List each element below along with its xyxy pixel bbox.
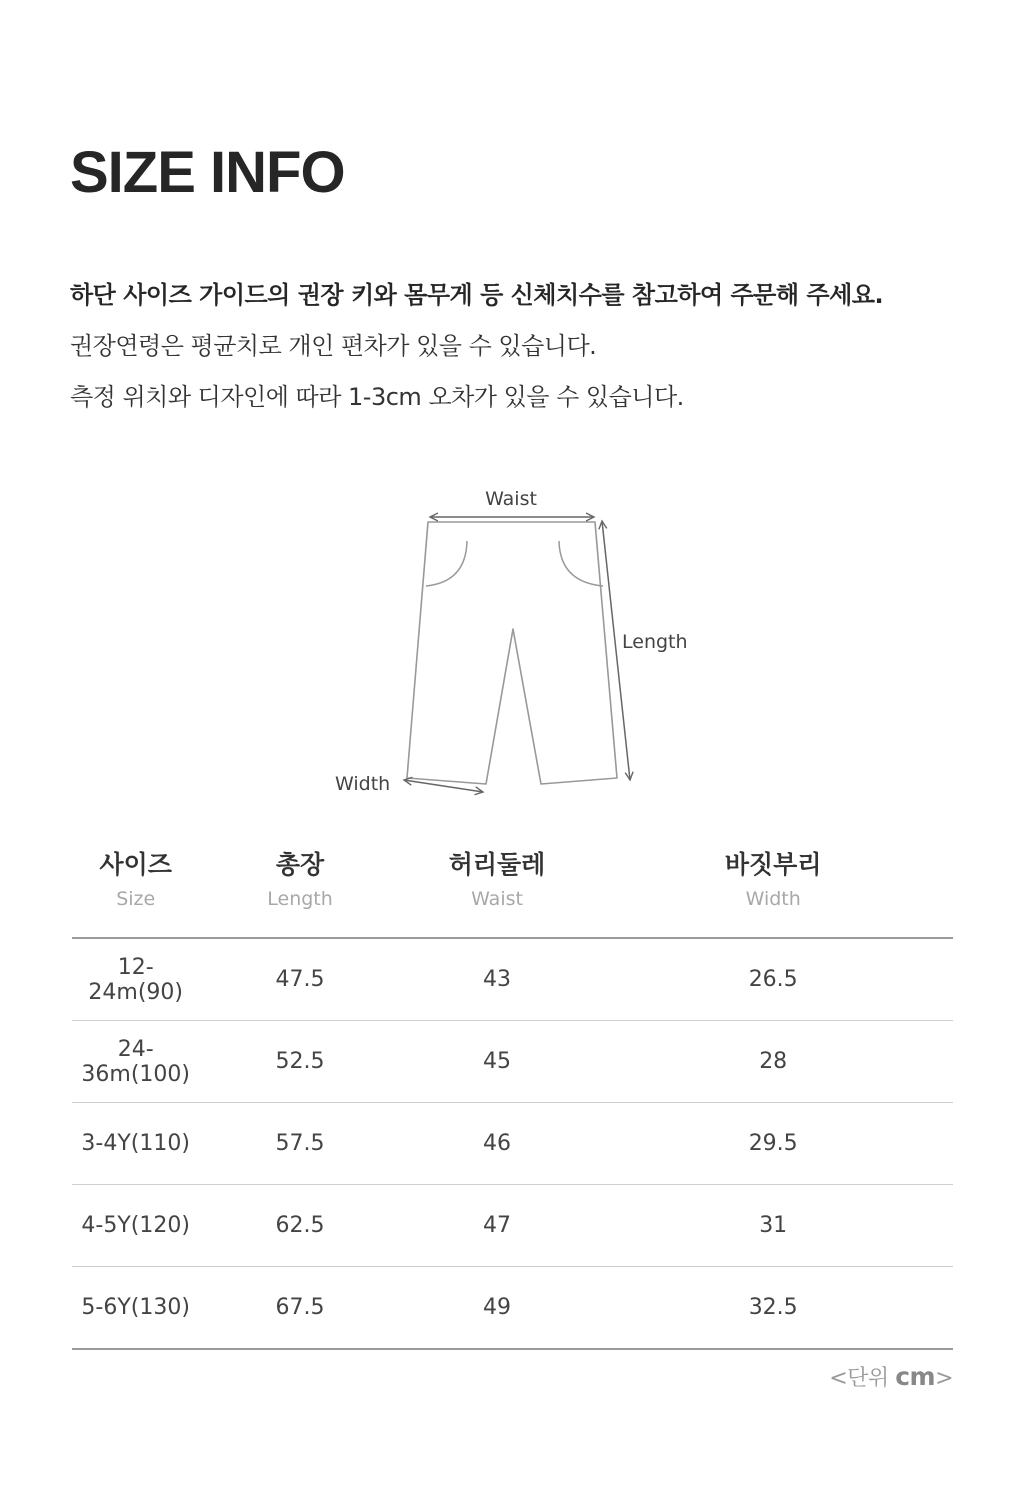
note-recommended-age: 권장연령은 평균치로 개인 편차가 있을 수 있습니다. — [70, 332, 597, 360]
cell-length: 52.5 — [199, 1021, 400, 1103]
cell-size: 12-24m(90) — [72, 938, 199, 1021]
cell-width: 28 — [593, 1021, 953, 1103]
cell-length: 47.5 — [199, 938, 400, 1021]
unit-prefix: <단위 — [829, 1366, 896, 1391]
header-size: 사이즈 Size — [72, 835, 199, 938]
size-table-header — [72, 835, 953, 938]
width-arrow — [404, 780, 483, 792]
cell-length: 67.5 — [199, 1267, 400, 1350]
cell-size: 24-36m(100) — [72, 1021, 199, 1103]
cell-width: 31 — [593, 1185, 953, 1267]
cell-width: 29.5 — [593, 1103, 953, 1185]
cell-size: 3-4Y(110) — [72, 1103, 199, 1185]
header-width: 바짓부리 Width — [593, 835, 953, 938]
page-title: SIZE INFO — [70, 140, 345, 205]
header-length: 총장 Length — [199, 835, 400, 938]
cell-waist: 46 — [401, 1103, 594, 1185]
note-order-guide: 하단 사이즈 가이드의 권장 키와 몸무게 등 신체치수를 참고하여 주문해 주세요. — [70, 281, 884, 309]
cell-width: 32.5 — [593, 1267, 953, 1350]
cell-size: 4-5Y(120) — [72, 1185, 199, 1267]
header-waist: 허리둘레 Waist — [401, 835, 594, 938]
cell-waist: 45 — [401, 1021, 594, 1103]
cell-width: 26.5 — [593, 938, 953, 1021]
width-label: Width — [335, 773, 391, 795]
cell-length: 62.5 — [199, 1185, 400, 1267]
cell-length: 57.5 — [199, 1103, 400, 1185]
cell-size: 5-6Y(130) — [72, 1267, 199, 1350]
table-row — [72, 1103, 953, 1185]
table-row — [72, 1185, 953, 1267]
unit-note — [829, 1361, 953, 1392]
unit-cm: cm — [895, 1362, 936, 1391]
table-row — [72, 938, 953, 1021]
table-row — [72, 1267, 953, 1350]
cell-waist: 47 — [401, 1185, 594, 1267]
pants-outline — [407, 522, 617, 784]
cell-waist: 49 — [401, 1267, 594, 1350]
left-pocket — [426, 541, 467, 586]
waist-label: Waist — [485, 488, 537, 510]
size-notes — [70, 270, 970, 423]
cell-waist: 43 — [401, 938, 594, 1021]
pants-diagram — [0, 470, 1024, 810]
unit-suffix: > — [935, 1366, 953, 1391]
note-measurement-error: 측정 위치와 디자인에 따라 1-3cm 오차가 있을 수 있습니다. — [70, 383, 684, 411]
right-pocket — [559, 541, 603, 586]
size-table — [72, 835, 953, 1350]
length-label: Length — [622, 631, 688, 653]
table-row — [72, 1021, 953, 1103]
